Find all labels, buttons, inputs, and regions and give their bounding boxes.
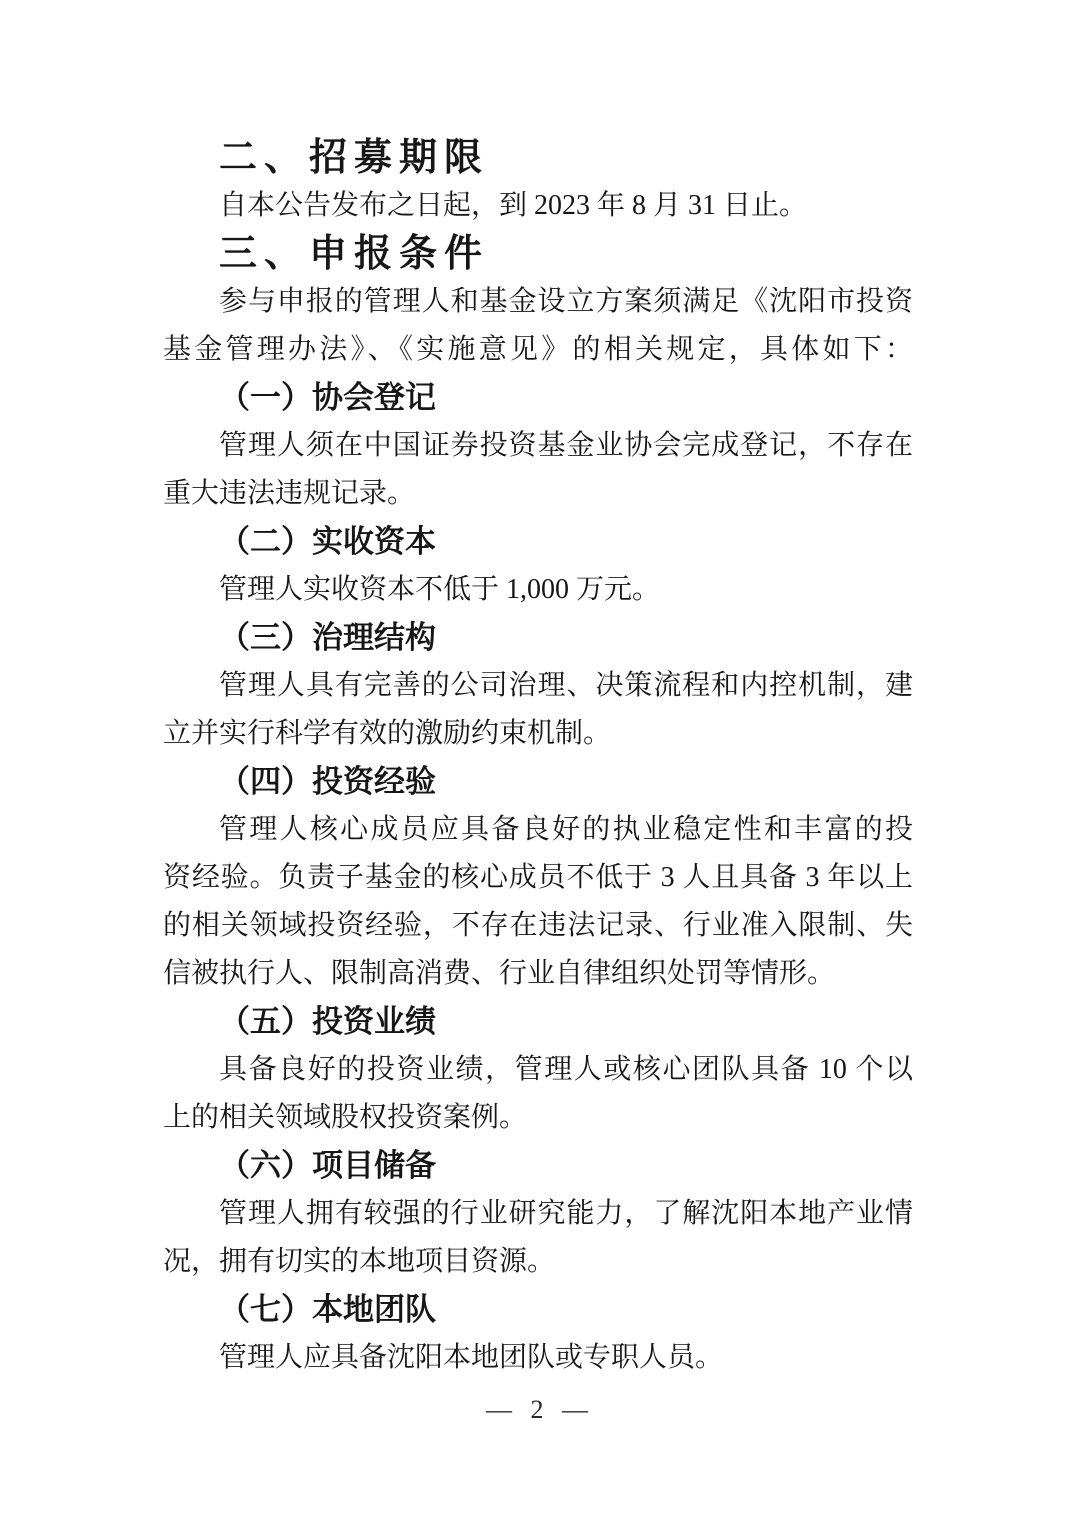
body-line: 况，拥有切实的本地项目资源。 [163, 1246, 556, 1277]
body-line: 资经验。负责子基金的核心成员不低于 3 人且具备 3 年以上 [163, 862, 913, 893]
heading-line: （二）实收资本 [219, 524, 436, 559]
body-line: 管理人具有完善的公司治理、决策流程和内控机制，建 [219, 670, 913, 701]
body-line: 基金管理办法》、《实施意见》的相关规定，具体如下： [163, 334, 913, 365]
heading-line: （三）治理结构 [219, 620, 436, 655]
body-line: 管理人须在中国证券投资基金业协会完成登记，不存在 [219, 430, 913, 461]
body-line: 管理人应具备沈阳本地团队或专职人员。 [219, 1342, 724, 1373]
body-line: 上的相关领域股权投资案例。 [163, 1102, 528, 1133]
body-line: 自本公告发布之日起，到 2023 年 8 月 31 日止。 [219, 190, 808, 221]
body-line: 具备良好的投资业绩，管理人或核心团队具备 10 个以 [219, 1054, 913, 1085]
body-line: 参与申报的管理人和基金设立方案须满足《沈阳市投资 [219, 286, 913, 317]
heading-line: 二、招募期限 [219, 137, 490, 179]
heading-line: （五）投资业绩 [219, 1004, 436, 1039]
document-body [163, 134, 913, 1382]
body-line: 信被执行人、限制高消费、行业自律组织处罚等情形。 [163, 958, 836, 989]
body-line: 管理人核心成员应具备良好的执业稳定性和丰富的投 [219, 814, 913, 845]
heading-line: （四）投资经验 [219, 764, 436, 799]
heading-line: 三、申报条件 [219, 233, 490, 275]
body-line: 立并实行科学有效的激励约束机制。 [163, 718, 612, 749]
heading-line: （一）协会登记 [219, 380, 436, 415]
page-number: — 2 — [486, 1395, 594, 1424]
body-line: 的相关领域投资经验，不存在违法记录、行业准入限制、失 [163, 910, 913, 941]
body-line: 管理人拥有较强的行业研究能力，了解沈阳本地产业情 [219, 1198, 913, 1229]
heading-line: （七）本地团队 [219, 1292, 436, 1327]
heading-line: （六）项目储备 [219, 1148, 436, 1183]
body-line: 管理人实收资本不低于 1,000 万元。 [219, 574, 661, 605]
body-line: 重大违法违规记录。 [163, 478, 416, 509]
